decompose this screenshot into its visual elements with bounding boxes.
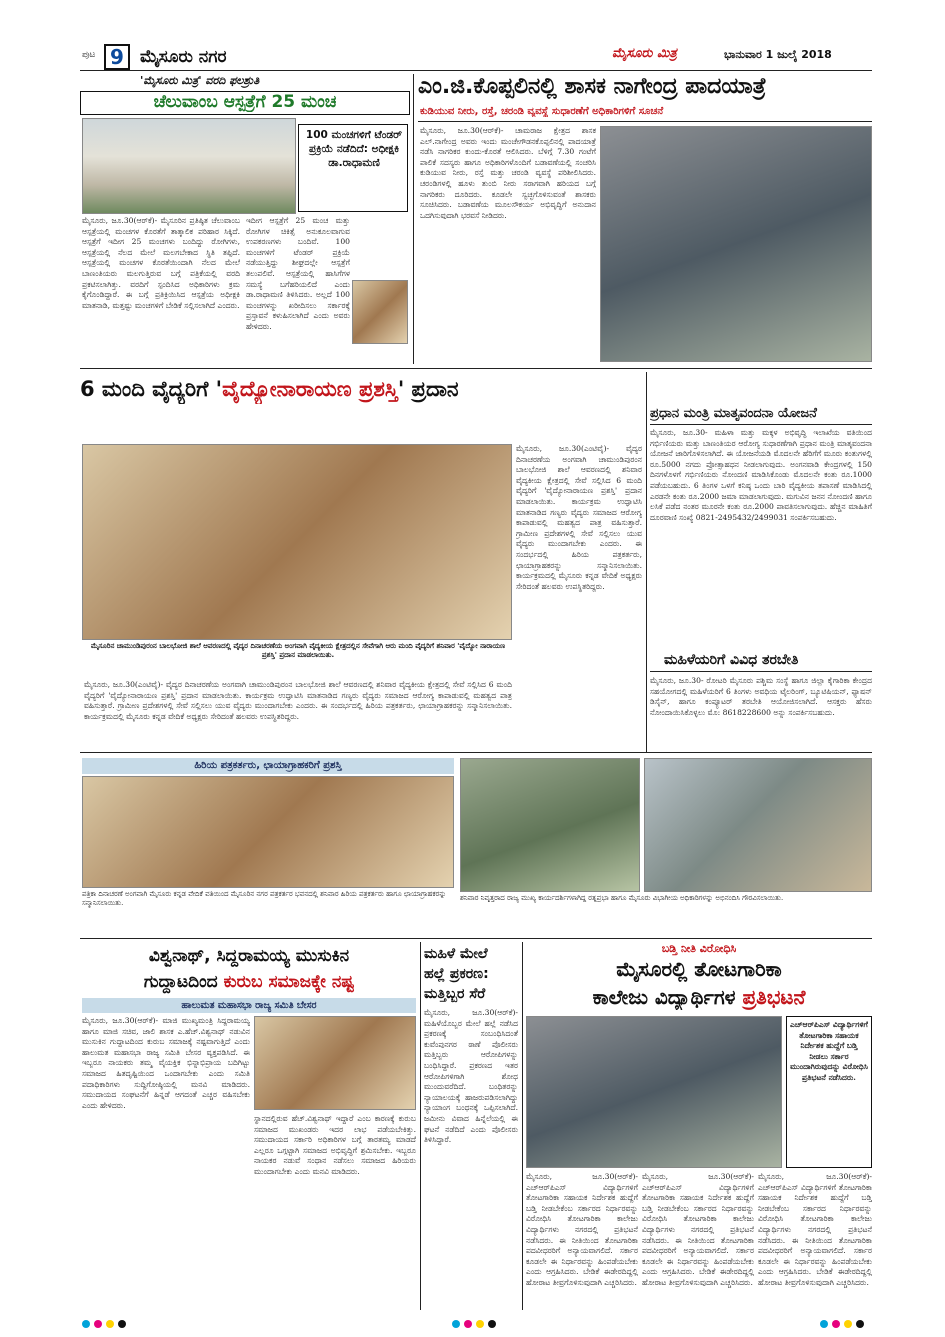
story2-headline: ಎಂ.ಜಿ.ಕೊಪ್ಪಲಿನಲ್ಲಿ ಶಾಸಕ ನಾಗೇಂದ್ರ ಪಾದಯಾತ್ರೆ xyxy=(418,74,767,99)
yellow-dot xyxy=(844,1320,852,1328)
journalists-photo xyxy=(82,776,454,888)
registration-marks-right xyxy=(820,1320,880,1330)
vishwanath-siddaramaiah-photo xyxy=(254,1016,416,1110)
story1-pullquote: 100 ಮಂಚಗಳಿಗೆ ಟೆಂಡರ್ ಪ್ರಕ್ರಿಯೆ ನಡೆದಿದೆ: ಅಧೀಕ್ಷಕಿ ಡಾ.ರಾಧಾಮಣಿ xyxy=(305,129,403,169)
story6-body-right: ಸ್ಥಾನದಲ್ಲಿರುವ ಹೆಚ್.ವಿಶ್ವನಾಥ್ ಇದ್ದಾರೆ ಎಂಬ ಕಾರಣಕ್ಕೆ ಕುರುಬ ಸಮಾಜದ ಮುಖಂಡರು ಇದರ ಲಾಭ ಪಡೆಯಬೇಕಿತ್ತು. ಸಮುದಾಯದ ಸರ್ಕಾರಿ ಅಧಿಕಾರಿಗಳ ಬಗ್ಗೆ ತಾರತಮ್ಯ ಮಾಡದೆ ಎಲ್ಲರೂ ಒಗ್ಗಟ್ಟಾಗಿ ಸಮಾಜದ ಅಭಿವೃದ್ಧಿಗೆ ಶ್ರಮಿಸಬೇಕು. ಇಬ್ಬರೂ ನಾಯಕರ ನಡುವೆ ಸಂಧಾನ ನಡೆಸಲು ಸಮಾಜದ ಹಿರಿಯರು ಮುಂದಾಗಬೇಕು ಎಂದು ಮನವಿ ಮಾಡಿದರು. xyxy=(254,1114,416,1176)
story2-body: ಮೈಸೂರು, ಜೂ.30(ಆರ್‌ಕೆ)- ಚಾಮರಾಜ ಕ್ಷೇತ್ರದ ಶಾಸಕ ಎಲ್.ನಾಗೇಂದ್ರ ಅವರು ಇಂದು ಮಂಚೇಗೌಡನಕೊಪ್ಪಲಿನಲ್ಲಿ ಪಾದಯಾತ್ರೆ ನಡೆಸಿ ನಾಗರಿಕರ ಕುಂದು-ಕೊರತೆ ಆಲಿಸಿದರು. ಬೆಳಿಗ್ಗೆ 7.30 ಗಂಟೆಗೆ ಪಾಲಿಕೆ ಸದಸ್ಯರು ಹಾಗೂ ಅಧಿಕಾರಿಗಳೊಂದಿಗೆ ಬಡಾವಣೆಯಲ್ಲಿ ಸಂಚರಿಸಿ ಕುಡಿಯುವ ನೀರು, ರಸ್ತೆ ಮತ್ತು ಚರಂಡಿ ವ್ಯವಸ್ಥೆ ಪರಿಶೀಲಿಸಿದರು. ಚರಂಡಿಗಳಲ್ಲಿ ಹೂಳು ತುಂಬಿ ನೀರು ಸರಾಗವಾಗಿ ಹರಿಯದ ಬಗ್ಗೆ ನಾಗರಿಕರು ದೂರಿದರು. ಕೂಡಲೇ ಸ್ವಚ್ಛಗೊಳಿಸುವಂತೆ ಶಾಸಕರು ಸೂಚಿಸಿದರು. ಬಡಾವಣೆಯ ಮೂಲಸೌಕರ್ಯ ಅಭಿವೃದ್ಧಿಗೆ ಅನುದಾನ ಒದಗಿಸುವುದಾಗಿ ಭರವಸೆ ನೀಡಿದರು. xyxy=(420,126,596,220)
row3-rule xyxy=(80,938,872,939)
row1-rule xyxy=(80,368,872,369)
story6-headline-line2-red: ಕುರುಬ ಸಮಾಜಕ್ಕೇ ನಷ್ಟ xyxy=(223,972,355,992)
cyan-dot xyxy=(82,1320,90,1328)
award-photo-caption: ಮೈಸೂರಿನ ಚಾಮುಂಡಿಪುರಂನ ಬಾಲಭೋಜಿ ಶಾಲೆ ಆವರಣದಲ್ಲಿ ವೈದ್ಯರ ದಿನಾಚರಣೆಯ ಅಂಗವಾಗಿ ವೈದ್ಯಕೀಯ ಕ್ಷೇತ್ರದಲ್ಲಿನ ಸೇವೆಗಾಗಿ ಆರು ಮಂದಿ ವೈದ್ಯರಿಗೆ ಶನಿವಾರ 'ವೈದ್ಯೋ ನಾರಾಯಣ ಪ್ರಶಸ್ತಿ' ಪ್ರದಾನ ಮಾಡಲಾಯಿತು. xyxy=(90,642,506,659)
story8-body-col1: ಮೈಸೂರು, ಜೂ.30(ಆರ್‌ಕೆ)- ಎಚ್‌ಆರ್‌ಪಿಎಸ್ ವಿದ್ಯಾರ್ಥಿಗಳಿಗೆ ತೋಟಗಾರಿಕಾ ಸಹಾಯಕ ನಿರ್ದೇಶಕ ಹುದ್ದೆಗೆ ಬಡ್ತಿ ನೀಡಬೇಕೆಂಬ ಸರ್ಕಾರದ ನಿರ್ಧಾರವನ್ನು ವಿರೋಧಿಸಿ ತೋಟಗಾರಿಕಾ ಕಾಲೇಜು ವಿದ್ಯಾರ್ಥಿಗಳು ನಗರದಲ್ಲಿ ಪ್ರತಿಭಟನೆ ನಡೆಸಿದರು. ಈ ನೀತಿಯಿಂದ ತೋಟಗಾರಿಕಾ ಪದವೀಧರರಿಗೆ ಅನ್ಯಾಯವಾಗಲಿದೆ. ಸರ್ಕಾರ ಕೂಡಲೇ ಈ ನಿರ್ಧಾರವನ್ನು ಹಿಂಪಡೆಯಬೇಕು ಎಂದು ಆಗ್ರಹಿಸಿದರು. ಬೇಡಿಕೆ ಈಡೇರದಿದ್ದಲ್ಲಿ ಹೋರಾಟ ತೀವ್ರಗೊಳಿಸುವುದಾಗಿ ಎಚ್ಚರಿಸಿದರು. xyxy=(526,1172,638,1287)
story1-kicker: 'ಮೈಸೂರು ಮಿತ್ರ' ವರದಿ ಫಲಶ್ರುತಿ xyxy=(140,74,260,87)
story8-sidebar: ಎಚ್‌ಆರ್‌ಪಿಎಸ್ ವಿದ್ಯಾರ್ಥಿಗಳಿಗೆ ತೋಟಗಾರಿಕಾ ಸಹಾಯಕ ನಿರ್ದೇಶಕ ಹುದ್ದೆಗೆ ಬಡ್ತಿ ನೀಡಲು ಸರ್ಕಾರ ಮುಂದಾಗಿರುವುದನ್ನು ವಿರೋಧಿಸಿ ಪ್ರತಿಭಟನೆ ನಡೆಸಿದರು. xyxy=(790,1020,868,1082)
story8-headline-line1: ಮೈಸೂರಲ್ಲಿ ತೋಟಗಾರಿಕಾ xyxy=(616,957,782,981)
story3-divider xyxy=(646,372,647,752)
story6-headline-line2 xyxy=(82,970,416,994)
story3-headline-post: ' ಪ್ರದಾನ xyxy=(397,377,459,401)
cyan-dot xyxy=(452,1320,460,1328)
padayatre-photo xyxy=(600,126,872,362)
story4-rule xyxy=(650,424,872,425)
story2-subhead: ಕುಡಿಯುವ ನೀರು, ರಸ್ತೆ, ಚರಂಡಿ ವ್ಯವಸ್ಥೆ ಸುಧಾರಣೆಗೆ ಅಧಿಕಾರಿಗಳಿಗೆ ಸೂಚನೆ xyxy=(420,106,664,117)
story6-divider xyxy=(420,942,421,1310)
row2-rule xyxy=(80,752,872,753)
black-dot xyxy=(488,1320,496,1328)
story3-body-side: ಮೈಸೂರು, ಜೂ.30(ಎಂಟಿವೈ)- ವೈದ್ಯರ ದಿನಾಚರಣೆಯ ಅಂಗವಾಗಿ ಚಾಮುಂಡಿಪುರಂನ ಬಾಲಭೋಜಿ ಶಾಲೆ ಆವರಣದಲ್ಲಿ ಶನಿವಾರ ವೈದ್ಯಕೀಯ ಕ್ಷೇತ್ರದಲ್ಲಿ ಸೇವೆ ಸಲ್ಲಿಸಿದ 6 ಮಂದಿ ವೈದ್ಯರಿಗೆ 'ವೈದ್ಯೋನಾರಾಯಣ ಪ್ರಶಸ್ತಿ' ಪ್ರದಾನ ಮಾಡಲಾಯಿತು. ಕಾರ್ಯಕ್ರಮ ಉದ್ಘಾಟಿಸಿ ಮಾತನಾಡಿದ ಗಣ್ಯರು ವೈದ್ಯರು ಸಮಾಜದ ಆರೋಗ್ಯ ಕಾಪಾಡುವಲ್ಲಿ ಮಹತ್ವದ ಪಾತ್ರ ವಹಿಸುತ್ತಾರೆ. ಗ್ರಾಮೀಣ ಪ್ರದೇಶಗಳಲ್ಲಿ ಸೇವೆ ಸಲ್ಲಿಸಲು ಯುವ ವೈದ್ಯರು ಮುಂದಾಗಬೇಕು ಎಂದರು. ಈ ಸಂದರ್ಭದಲ್ಲಿ ಹಿರಿಯ ಪತ್ರಕರ್ತರು, ಛಾಯಾಗ್ರಾಹಕರನ್ನು ಸನ್ಮಾನಿಸಲಾಯಿತು. ಕಾರ್ಯಕ್ರಮದಲ್ಲಿ ಮೈಸೂರು ಕನ್ನಡ ವೇದಿಕೆ ಅಧ್ಯಕ್ಷರು ಸೇರಿದಂತೆ ಹಲವರು ಉಪಸ್ಥಿತರಿದ್ದರು. xyxy=(516,444,642,591)
page-number: 9 xyxy=(110,45,124,69)
story7-headline-line1: ಮಹಿಳೆ ಮೇಲೆ xyxy=(424,946,488,962)
yellow-dot xyxy=(476,1320,484,1328)
story7-headline-line3: ಮತ್ತಿಬ್ಬರ ಸೆರೆ xyxy=(424,986,486,1002)
story8-body-col3: ಮೈಸೂರು, ಜೂ.30(ಆರ್‌ಕೆ)- ಎಚ್‌ಆರ್‌ಪಿಎಸ್ ವಿದ್ಯಾರ್ಥಿಗಳಿಗೆ ತೋಟಗಾರಿಕಾ ಸಹಾಯಕ ನಿರ್ದೇಶಕ ಹುದ್ದೆಗೆ ಬಡ್ತಿ ನೀಡಬೇಕೆಂಬ ಸರ್ಕಾರದ ನಿರ್ಧಾರವನ್ನು ವಿರೋಧಿಸಿ ತೋಟಗಾರಿಕಾ ಕಾಲೇಜು ವಿದ್ಯಾರ್ಥಿಗಳು ನಗರದಲ್ಲಿ ಪ್ರತಿಭಟನೆ ನಡೆಸಿದರು. ಈ ನೀತಿಯಿಂದ ತೋಟಗಾರಿಕಾ ಪದವೀಧರರಿಗೆ ಅನ್ಯಾಯವಾಗಲಿದೆ. ಸರ್ಕಾರ ಕೂಡಲೇ ಈ ನಿರ್ಧಾರವನ್ನು ಹಿಂಪಡೆಯಬೇಕು ಎಂದು ಆಗ್ರಹಿಸಿದರು. ಬೇಡಿಕೆ ಈಡೇರದಿದ್ದಲ್ಲಿ ಹೋರಾಟ ತೀವ್ರಗೊಳಿಸುವುದಾಗಿ ಎಚ್ಚರಿಸಿದರು. xyxy=(758,1172,872,1287)
cyan-dot xyxy=(820,1320,828,1328)
story7-divider xyxy=(522,942,523,1310)
felicitation-photo-1 xyxy=(460,758,640,892)
story3-headline xyxy=(80,374,646,404)
story8-body-col2: ಮೈಸೂರು, ಜೂ.30(ಆರ್‌ಕೆ)- ಎಚ್‌ಆರ್‌ಪಿಎಸ್ ವಿದ್ಯಾರ್ಥಿಗಳಿಗೆ ತೋಟಗಾರಿಕಾ ಸಹಾಯಕ ನಿರ್ದೇಶಕ ಹುದ್ದೆಗೆ ಬಡ್ತಿ ನೀಡಬೇಕೆಂಬ ಸರ್ಕಾರದ ನಿರ್ಧಾರವನ್ನು ವಿರೋಧಿಸಿ ತೋಟಗಾರಿಕಾ ಕಾಲೇಜು ವಿದ್ಯಾರ್ಥಿಗಳು ನಗರದಲ್ಲಿ ಪ್ರತಿಭಟನೆ ನಡೆಸಿದರು. ಈ ನೀತಿಯಿಂದ ತೋಟಗಾರಿಕಾ ಪದವೀಧರರಿಗೆ ಅನ್ಯಾಯವಾಗಲಿದೆ. ಸರ್ಕಾರ ಕೂಡಲೇ ಈ ನಿರ್ಧಾರವನ್ನು ಹಿಂಪಡೆಯಬೇಕು ಎಂದು ಆಗ್ರಹಿಸಿದರು. ಬೇಡಿಕೆ ಈಡೇರದಿದ್ದಲ್ಲಿ ಹೋರಾಟ ತೀವ್ರಗೊಳಿಸುವುದಾಗಿ ಎಚ್ಚರಿಸಿದರು. xyxy=(642,1172,754,1287)
story7-body: ಮೈಸೂರು, ಜೂ.30(ಆರ್‌ಕೆ)- ಮಹಿಳೆಯೊಬ್ಬರ ಮೇಲೆ ಹಲ್ಲೆ ನಡೆಸಿದ ಪ್ರಕರಣಕ್ಕೆ ಸಂಬಂಧಿಸಿದಂತೆ ಕುವೆಂಪುನಗರ ಠಾಣೆ ಪೊಲೀಸರು ಮತ್ತಿಬ್ಬರು ಆರೋಪಿಗಳನ್ನು ಬಂಧಿಸಿದ್ದಾರೆ. ಪ್ರಕರಣದ ಇತರ ಆರೋಪಿಗಳಿಗಾಗಿ ಶೋಧ ಮುಂದುವರೆದಿದೆ. ಬಂಧಿತರನ್ನು ನ್ಯಾಯಾಲಯಕ್ಕೆ ಹಾಜರುಪಡಿಸಲಾಗಿದ್ದು ನ್ಯಾಯಾಂಗ ಬಂಧನಕ್ಕೆ ಒಪ್ಪಿಸಲಾಗಿದೆ. ಜಮೀನು ವಿವಾದ ಹಿನ್ನೆಲೆಯಲ್ಲಿ ಈ ಘಟನೆ ನಡೆದಿದೆ ಎಂದು ಪೊಲೀಸರು ತಿಳಿಸಿದ್ದಾರೆ. xyxy=(424,1008,518,1145)
registration-marks-left xyxy=(82,1320,142,1330)
story8-headline-line2-black: ಕಾಲೇಜು ವಿದ್ಯಾರ್ಥಿಗಳ xyxy=(592,985,743,1009)
story2-rule xyxy=(418,121,872,122)
story1-headline: ಚೆಲುವಾಂಬ ಆಸ್ಪತ್ರೆಗೆ 25 ಮಂಚ xyxy=(153,92,337,112)
felicitation-caption: ಶನಿವಾರ ನಿವೃತ್ತರಾದ ರಾಜ್ಯ ಮುಖ್ಯ ಕಾರ್ಯದರ್ಶಿಗಳಾಗಿದ್ದ ರತ್ನಪ್ರಭಾ ಹಾಗೂ ಮೈಸೂರು ವಿಭಾಗೀಯ ಅಧಿಕಾರಿಗಳನ್ನು ಅಭಿನಂದಿಸಿ ಗೌರವಿಸಲಾಯಿತು. xyxy=(460,894,784,902)
story4-headline: ಪ್ರಧಾನ ಮಂತ್ರಿ ಮಾತೃವಂದನಾ ಯೋಜನೆ xyxy=(650,406,817,421)
journalists-caption: ಪತ್ರಿಕಾ ದಿನಾಚರಣೆ ಅಂಗವಾಗಿ ಮೈಸೂರು ಕನ್ನಡ ವೇದಿಕೆ ವತಿಯಿಂದ ಮೈಸೂರಿನ ನಗರ ಪತ್ರಕರ್ತರ ಭವನದಲ್ಲಿ ಶನಿವಾರ ಹಿರಿಯ ಪತ್ರಕರ್ತರು ಹಾಗೂ ಛಾಯಾಗ್ರಾಹಕರನ್ನು ಸನ್ಮಾನಿಸಲಾಯಿತು. xyxy=(82,890,447,907)
story3-body-lower: ಮೈಸೂರು, ಜೂ.30(ಎಂಟಿವೈ)- ವೈದ್ಯರ ದಿನಾಚರಣೆಯ ಅಂಗವಾಗಿ ಚಾಮುಂಡಿಪುರಂನ ಬಾಲಭೋಜಿ ಶಾಲೆ ಆವರಣದಲ್ಲಿ ಶನಿವಾರ ವೈದ್ಯಕೀಯ ಕ್ಷೇತ್ರದಲ್ಲಿ ಸೇವೆ ಸಲ್ಲಿಸಿದ 6 ಮಂದಿ ವೈದ್ಯರಿಗೆ 'ವೈದ್ಯೋನಾರಾಯಣ ಪ್ರಶಸ್ತಿ' ಪ್ರದಾನ ಮಾಡಲಾಯಿತು. ಕಾರ್ಯಕ್ರಮ ಉದ್ಘಾಟಿಸಿ ಮಾತನಾಡಿದ ಗಣ್ಯರು ವೈದ್ಯರು ಸಮಾಜದ ಆರೋಗ್ಯ ಕಾಪಾಡುವಲ್ಲಿ ಮಹತ್ವದ ಪಾತ್ರ ವಹಿಸುತ್ತಾರೆ. ಗ್ರಾಮೀಣ ಪ್ರದೇಶಗಳಲ್ಲಿ ಸೇವೆ ಸಲ್ಲಿಸಲು ಯುವ ವೈದ್ಯರು ಮುಂದಾಗಬೇಕು ಎಂದರು. ಈ ಸಂದರ್ಭದಲ್ಲಿ ಹಿರಿಯ ಪತ್ರಕರ್ತರು, ಛಾಯಾಗ್ರಾಹಕರನ್ನು ಸನ್ಮಾನಿಸಲಾಯಿತು. ಕಾರ್ಯಕ್ರಮದಲ್ಲಿ ಮೈಸೂರು ಕನ್ನಡ ವೇದಿಕೆ ಅಧ್ಯಕ್ಷರು ಸೇರಿದಂತೆ ಹಲವರು ಉಪಸ್ಥಿತರಿದ್ದರು. xyxy=(84,680,512,721)
issue-date: ಭಾನುವಾರ 1 ಜುಲೈ 2018 xyxy=(724,48,832,61)
story3-headline-award: ವೈದ್ಯೋನಾರಾಯಣ ಪ್ರಶಸ್ತಿ xyxy=(222,377,398,401)
registration-marks-center xyxy=(452,1320,512,1330)
page-label: ಪುಟ xyxy=(82,50,96,60)
section-title: ಮೈಸೂರು ನಗರ xyxy=(140,47,227,67)
hospital-photo xyxy=(82,118,296,214)
protest-photo xyxy=(526,1016,782,1168)
story6-body-left: ಮೈಸೂರು, ಜೂ.30(ಆರ್‌ಕೆ)- ಮಾಜಿ ಮುಖ್ಯಮಂತ್ರಿ ಸಿದ್ದರಾಮಯ್ಯ ಹಾಗೂ ಮಾಜಿ ಸಚಿವ, ಜಾಲಿ ಶಾಸಕ ಎ.ಹೆಚ್.ವಿಶ್ವನಾಥ್ ನಡುವಿನ ಮುಸುಕಿನ ಗುದ್ದಾಟದಿಂದ ಕುರುಬ ಸಮಾಜಕ್ಕೆ ನಷ್ಟವಾಗುತ್ತಿದೆ ಎಂದು ಹಾಲುಮತ ಮಹಾಸಭಾ ರಾಜ್ಯ ಸಮಿತಿ ಬೇಸರ ವ್ಯಕ್ತಪಡಿಸಿದೆ. ಈ ಇಬ್ಬರೂ ನಾಯಕರು ತಮ್ಮ ವೈಯಕ್ತಿಕ ಭಿನ್ನಾಭಿಪ್ರಾಯ ಬದಿಗಿಟ್ಟು ಸಮಾಜದ ಹಿತದೃಷ್ಟಿಯಿಂದ ಒಂದಾಗಬೇಕು ಎಂದು ಸಮಿತಿ ಪದಾಧಿಕಾರಿಗಳು ಸುದ್ದಿಗೋಷ್ಠಿಯಲ್ಲಿ ಮನವಿ ಮಾಡಿದರು. ಸಮುದಾಯದ ಸಂಘಟನೆಗೆ ಹಿನ್ನಡೆ ಆಗದಂತೆ ಎಚ್ಚರ ವಹಿಸಬೇಕು ಎಂದು ಹೇಳಿದರು. xyxy=(82,1016,250,1110)
story8-headline-line2-red: ಪ್ರತಿಭಟನೆ xyxy=(742,985,806,1009)
black-dot xyxy=(856,1320,864,1328)
header-rule xyxy=(80,70,872,71)
story5-body: ಮೈಸೂರು, ಜೂ.30- ರೋಟರಿ ಮೈಸೂರು ಪಶ್ಚಿಮ ಸಂಸ್ಥೆ ಹಾಗೂ ಜಿಲ್ಲಾ ಕೈಗಾರಿಕಾ ಕೇಂದ್ರದ ಸಹಯೋಗದಲ್ಲಿ ಮಹಿಳೆಯರಿಗೆ 6 ತಿಂಗಳು ಅವಧಿಯ ಟೈಲರಿಂಗ್, ಬ್ಯೂಟಿಷಿಯನ್, ಫ್ಯಾಷನ್ ಡಿಸೈನ್, ಹಾಗೂ ಕಂಪ್ಯೂಟರ್ ತರಬೇತಿ ಆಯೋಜಿಸಲಾಗಿದೆ. ಆಸಕ್ತರು ಹೆಸರು ನೋಂದಾಯಿಸಿಕೊಳ್ಳಲು ಮೊ: 8618228600 ಅನ್ನು ಸಂಪರ್ಕಿಸಬಹುದು. xyxy=(650,676,872,717)
black-dot xyxy=(118,1320,126,1328)
story1-divider xyxy=(413,74,414,364)
story1-body-col1: ಮೈಸೂರು, ಜೂ.30(ಆರ್‌ಕೆ)- ಮೈಸೂರಿನ ಪ್ರತಿಷ್ಠಿತ ಚೆಲುವಾಂಬ ಆಸ್ಪತ್ರೆಯಲ್ಲಿ ಮಂಚಗಳ ಕೊರತೆಗೆ ತಾತ್ಕಾಲಿಕ ಪರಿಹಾರ ಸಿಕ್ಕಿದೆ. ಆಸ್ಪತ್ರೆಗೆ ಇದೀಗ 25 ಮಂಚಗಳು ಬಂದಿದ್ದು ರೋಗಿಗಳು, ಆಸ್ಪತ್ರೆಯಲ್ಲಿ ನೆಲದ ಮೇಲೆ ಮಲಗಬೇಕಾದ ಸ್ಥಿತಿ ತಪ್ಪಿದೆ. ಆಸ್ಪತ್ರೆಯಲ್ಲಿ ಮಂಚಗಳ ಕೊರತೆಯಿಂದಾಗಿ ನೆಲದ ಮೇಲೆ ಬಾಣಂತಿಯರು ಮಲಗುತ್ತಿರುವ ಬಗ್ಗೆ ಪತ್ರಿಕೆಯಲ್ಲಿ ವರದಿ ಪ್ರಕಟಿಸಲಾಗಿತ್ತು. ವರದಿಗೆ ಸ್ಪಂದಿಸಿದ ಅಧಿಕಾರಿಗಳು ಕ್ರಮ ಕೈಗೊಂಡಿದ್ದಾರೆ. ಈ ಬಗ್ಗೆ ಪ್ರತಿಕ್ರಿಯಿಸಿದ ಆಸ್ಪತ್ರೆಯ ಅಧೀಕ್ಷಕಿ ಮಾತನಾಡಿ, ಮತ್ತಷ್ಟು ಮಂಚಗಳಿಗೆ ಬೇಡಿಕೆ ಸಲ್ಲಿಸಲಾಗಿದೆ ಎಂದರು. xyxy=(82,216,240,310)
story6-subband: ಹಾಲುಮತ ಮಹಾಸಭಾ ರಾಜ್ಯ ಸಮಿತಿ ಬೇಸರ xyxy=(82,998,416,1013)
story1-body-col2: ಇದೀಗ ಆಸ್ಪತ್ರೆಗೆ 25 ಮಂಚ ಮತ್ತು ರೋಗಿಗಳ ಚಿಕಿತ್ಸೆ ಅನುಕೂಲವಾಗುವ ಉಪಕರಣಗಳು ಬಂದಿವೆ. 100 ಮಂಚಗಳಿಗೆ ಟೆಂಡರ್ ಪ್ರಕ್ರಿಯೆ ನಡೆಯುತ್ತಿದ್ದು ಶೀಘ್ರದಲ್ಲೇ ಆಸ್ಪತ್ರೆಗೆ ತಲುಪಲಿವೆ. ಆಸ್ಪತ್ರೆಯಲ್ಲಿ ಹಾಸಿಗೆಗಳ ಸಮಸ್ಯೆ ಬಗೆಹರಿಯಲಿದೆ ಎಂದು ಡಾ.ರಾಧಾಮಣಿ ತಿಳಿಸಿದರು. ಅಲ್ಲದೆ 100 ಮಂಚಗಳನ್ನು ಖರೀದಿಸಲು ಸರ್ಕಾರಕ್ಕೆ ಪ್ರಸ್ತಾವನೆ ಕಳುಹಿಸಲಾಗಿದೆ ಎಂದು ಅವರು ಹೇಳಿದರು. xyxy=(246,216,350,331)
magenta-dot xyxy=(832,1320,840,1328)
magenta-dot xyxy=(464,1320,472,1328)
story8-headline-line2 xyxy=(526,984,872,1010)
story3-headline-pre: 6 ಮಂದಿ ವೈದ್ಯರಿಗೆ ' xyxy=(80,377,223,401)
masthead: ಮೈಸೂರು ಮಿತ್ರ xyxy=(612,46,677,61)
award-group-photo xyxy=(82,444,512,640)
story4-body: ಮೈಸೂರು, ಜೂ.30- ಮಹಿಳಾ ಮತ್ತು ಮಕ್ಕಳ ಅಭಿವೃದ್ಧಿ ಇಲಾಖೆಯ ವತಿಯಿಂದ ಗರ್ಭಿಣಿಯರು ಮತ್ತು ಬಾಣಂತಿಯರ ಆರೋಗ್ಯ ಸುಧಾರಣೆಗಾಗಿ ಪ್ರಧಾನ ಮಂತ್ರಿ ಮಾತೃವಂದನಾ ಯೋಜನೆ ಜಾರಿಗೊಳಿಸಲಾಗಿದೆ. ಈ ಯೋಜನೆಯಡಿ ಮೊದಲನೇ ಹೆರಿಗೆಗೆ ಮೂರು ಕಂತುಗಳಲ್ಲಿ ರೂ.5000 ನಗದು ಪ್ರೋತ್ಸಾಹಧನ ನೀಡಲಾಗುವುದು. ಅಂಗನವಾಡಿ ಕೇಂದ್ರಗಳಲ್ಲಿ 150 ದಿನಗಳೊಳಗೆ ಗರ್ಭಿಣಿಯರು ನೋಂದಣಿ ಮಾಡಿಸಿಕೊಂಡು ಮೊದಲನೇ ಕಂತು ರೂ.1000 ಪಡೆಯಬಹುದು. 6 ತಿಂಗಳ ಒಳಗೆ ಕನಿಷ್ಠ ಒಂದು ಬಾರಿ ವೈದ್ಯಕೀಯ ತಪಾಸಣೆ ಮಾಡಿಸಿದಲ್ಲಿ ಎರಡನೇ ಕಂತು ರೂ.2000 ಜಮಾ ಮಾಡಲಾಗುವುದು. ಮಗುವಿನ ಜನನ ನೋಂದಣಿ ಹಾಗೂ ಲಸಿಕೆ ಪಡೆದ ನಂತರ ಮೂರನೇ ಕಂತು ರೂ.2000 ಪಾವತಿಸಲಾಗುವುದು. ಹೆಚ್ಚಿನ ಮಾಹಿತಿಗೆ ದೂರವಾಣಿ ಸಂಖ್ಯೆ 0821-2495432/2499031 ಸಂಪರ್ಕಿಸಬಹುದು. xyxy=(650,428,872,522)
story6-headline-line1: ವಿಶ್ವನಾಥ್, ಸಿದ್ದರಾಮಯ್ಯ ಮುಸುಕಿನ xyxy=(148,946,350,966)
yellow-dot xyxy=(106,1320,114,1328)
doctor-portrait xyxy=(352,280,408,344)
story5-rule xyxy=(650,671,872,672)
story7-headline-line2: ಹಲ್ಲೆ ಪ್ರಕರಣ: xyxy=(424,966,489,982)
felicitation-photo-2 xyxy=(644,758,872,892)
story6-headline-line2-black: ಗುದ್ದಾಟದಿಂದ xyxy=(143,972,224,992)
story8-kicker: ಬಡ್ತಿ ನೀತಿ ವಿರೋಧಿಸಿ xyxy=(661,942,737,955)
journalists-band: ಹಿರಿಯ ಪತ್ರಕರ್ತರು, ಛಾಯಾಗ್ರಾಹಕರಿಗೆ ಪ್ರಶಸ್ತಿ xyxy=(82,758,454,774)
story5-headline: ಮಹಿಳೆಯರಿಗೆ ವಿವಿಧ ತರಬೇತಿ xyxy=(664,652,799,668)
magenta-dot xyxy=(94,1320,102,1328)
